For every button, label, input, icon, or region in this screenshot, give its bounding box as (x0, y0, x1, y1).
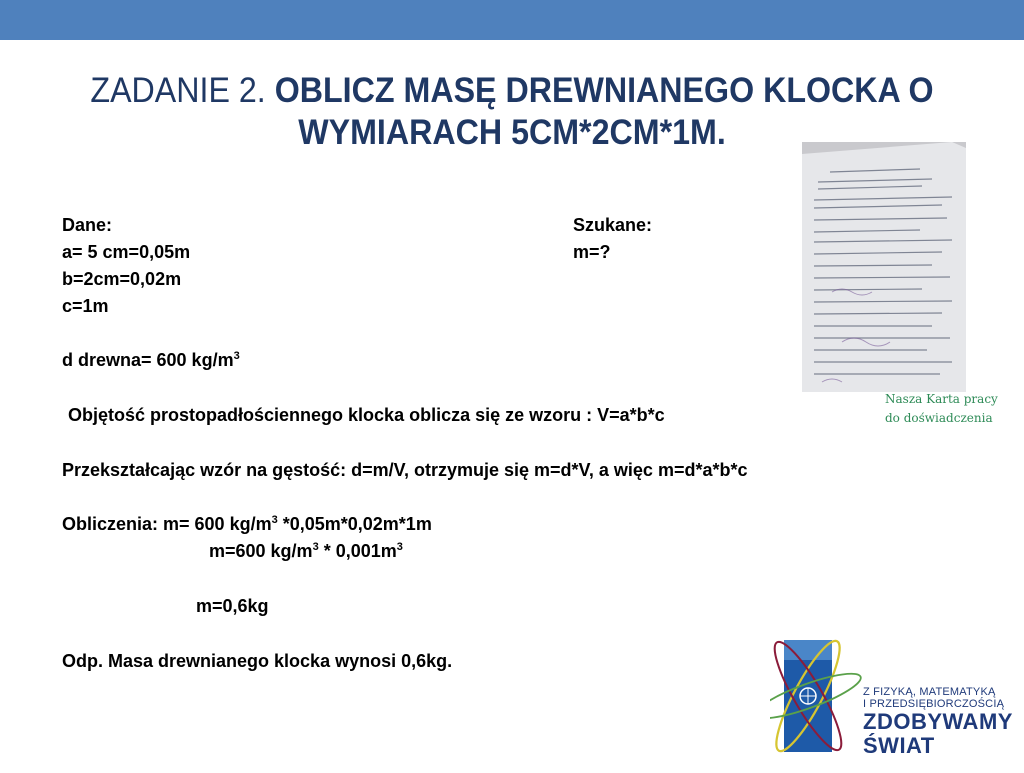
logo-line-4: ŚWIAT (863, 733, 935, 758)
logo-line-3: ZDOBYWAMY (863, 709, 1013, 734)
title-rest: OBLICZ MASĘ DREWNIANEGO KLOCKA O WYMIARACH 5CM*2CM*1M. (274, 71, 934, 152)
photo-caption: Nasza Karta pracy do doświadczenia (885, 392, 998, 425)
calc-line-1: Obliczenia: m= 600 $kg/m^3$ *0,05m*0,02m*1m (62, 514, 432, 534)
logo-line-1: Z FIZYKĄ, MATEMATYKĄ (863, 686, 996, 698)
given-density: d drewna= 600 $kg/m^3$ (62, 350, 240, 370)
worksheet-photo (802, 142, 966, 392)
sought-label: Szukane: (573, 215, 653, 235)
given-label: Dane: (62, 215, 113, 235)
sought-block (573, 212, 652, 266)
answer-line: Odp. Masa drewnianego klocka wynosi 0,6kg. (62, 651, 453, 671)
volume-line: Objętość prostopadłościennego klocka oblicza się ze wzoru : V=a*b*c (68, 405, 665, 425)
top-bar (0, 0, 1024, 40)
given-block (62, 212, 240, 374)
given-b: b=2cm=0,02m (62, 269, 182, 289)
transform-line: Przekształcając wzór na gęstość: d=m/V, otrzymuje się m=d*V, a więc m=d*a*b*c (62, 460, 748, 480)
given-c: c=1m (62, 296, 109, 316)
sought-value: m=? (573, 242, 611, 262)
calc-line-2: m=600 $kg/m^3 * 0,001m^3$ (209, 541, 403, 561)
logo-line-2: I PRZEDSIĘBIORCZOŚCIĄ (863, 698, 1005, 710)
title-lead: ZADANIE 2. (90, 71, 266, 110)
worksheet-photo-image (802, 142, 966, 392)
given-a: a= 5 cm=0,05m (62, 242, 191, 262)
calc-result: m=0,6kg (196, 596, 269, 616)
logo-text (863, 686, 1013, 758)
